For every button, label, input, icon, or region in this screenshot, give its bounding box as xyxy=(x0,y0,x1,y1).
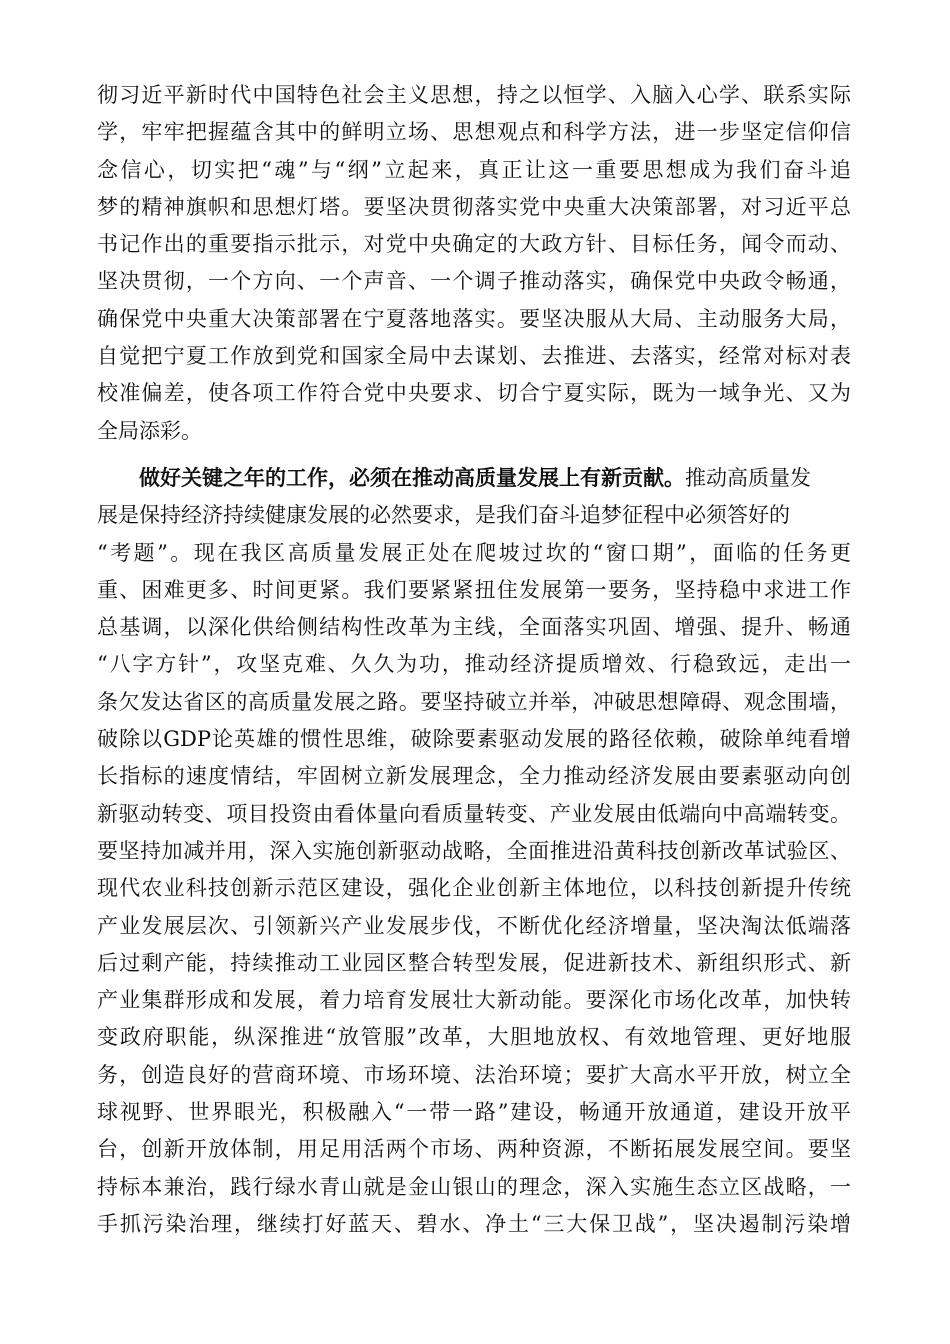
paragraph-1 xyxy=(97,80,851,453)
paragraph-first-line xyxy=(97,463,851,500)
text-line: 条欠发达省区的高质量发展之路。要坚持破立并举，冲破思想障碍、观念围墙， xyxy=(97,689,851,714)
text-line: 确保党中央重大决策部署在宁夏落地落实。要坚决服从大局、主动服务大局， xyxy=(97,306,851,331)
text-line: 要坚持加减并用，深入实施创新驱动战略，全面推进沿黄科技创新改革试验区、 xyxy=(97,838,851,863)
text-line: 台，创新开放体制，用足用活两个市场、两种资源，不断拓展发展空间。要坚 xyxy=(97,1137,851,1162)
text-line: 书记作出的重要指示批示，对党中央确定的大政方针、目标任务，闻令而动、 xyxy=(97,232,851,257)
text-line: “考题”。现在我区高质量发展正处在爬坡过坎的“窗口期”，面临的任务更 xyxy=(97,540,851,565)
text-line: 全局添彩。 xyxy=(97,418,202,443)
text-line: 新驱动转变、项目投资由看体量向看质量转变、产业发展由低端向中高端转变。 xyxy=(97,801,851,826)
text-line: 产业集群形成和发展，着力培育发展壮大新动能。要深化市场化改革，加快转 xyxy=(97,988,851,1013)
text-line: 长指标的速度情结，牢固树立新发展理念，全力推动经济发展由要素驱动向创 xyxy=(97,764,851,789)
text-line: 现代农业科技创新示范区建设，强化企业创新主体地位，以科技创新提升传统 xyxy=(97,876,851,901)
paragraph-2 xyxy=(97,463,851,1246)
text-line: 持标本兼治，践行绿水青山就是金山银山的理念，深入实施生态立区战略，一 xyxy=(97,1174,851,1199)
text-line: “八字方针”，攻坚克难、久久为功，推动经济提质增效、行稳致远，走出一 xyxy=(97,652,851,677)
text-line: 产业发展层次、引领新兴产业发展步伐，不断优化经济增量，坚决淘汰低端落 xyxy=(97,913,851,938)
text-line: 梦的精神旗帜和思想灯塔。要坚决贯彻落实党中央重大决策部署，对习近平总 xyxy=(97,194,851,219)
text-line: 球视野、世界眼光，积极融入“一带一路”建设，畅通开放通道，建设开放平 xyxy=(97,1100,851,1125)
document-page xyxy=(97,80,851,1246)
text-line: 自觉把宁夏工作放到党和国家全局中去谋划、去推进、去落实，经常对标对表 xyxy=(97,344,851,369)
text-line: 校准偏差，使各项工作符合党中央要求、切合宁夏实际，既为一域争光、又为 xyxy=(97,381,851,406)
text-line: 破除以GDP论英雄的惯性思维，破除要素驱动发展的路径依赖，破除单纯看增 xyxy=(97,727,851,752)
paragraph-heading: 做好关键之年的工作，必须在推动高质量发展上有新贡献。 xyxy=(139,464,685,490)
text-line: 念信心，切实把“魂”与“纲”立起来，真正让这一重要思想成为我们奋斗追 xyxy=(97,157,851,182)
text-span: 推动高质量发 xyxy=(685,465,811,490)
text-line: 手抓污染治理，继续打好蓝天、碧水、净土“三大保卫战”，坚决遏制污染增 xyxy=(97,1211,851,1236)
text-line: 重、困难更多、时间更紧。我们要紧紧扭住发展第一要务，坚持稳中求进工作 xyxy=(97,577,851,602)
text-line: 总基调，以深化供给侧结构性改革为主线，全面落实巩固、增强、提升、畅通 xyxy=(97,615,851,640)
text-line: 学，牢牢把握蕴含其中的鲜明立场、思想观点和科学方法，进一步坚定信仰信 xyxy=(97,120,851,145)
text-line: 变政府职能，纵深推进“放管服”改革，大胆地放权、有效地管理、更好地服 xyxy=(97,1025,851,1050)
text-line: 务，创造良好的营商环境、市场环境、法治环境；要扩大高水平开放，树立全 xyxy=(97,1062,851,1087)
text-line: 坚决贯彻，一个方向、一个声音、一个调子推动落实，确保党中央政令畅通， xyxy=(97,269,851,294)
text-line: 展是保持经济持续健康发展的必然要求，是我们奋斗追梦征程中必须答好的 xyxy=(97,503,790,528)
text-line: 彻习近平新时代中国特色社会主义思想，持之以恒学、入脑入心学、联系实际 xyxy=(97,83,851,107)
text-line: 后过剩产能，持续推动工业园区整合转型发展，促进新技术、新组织形式、新 xyxy=(97,950,851,975)
